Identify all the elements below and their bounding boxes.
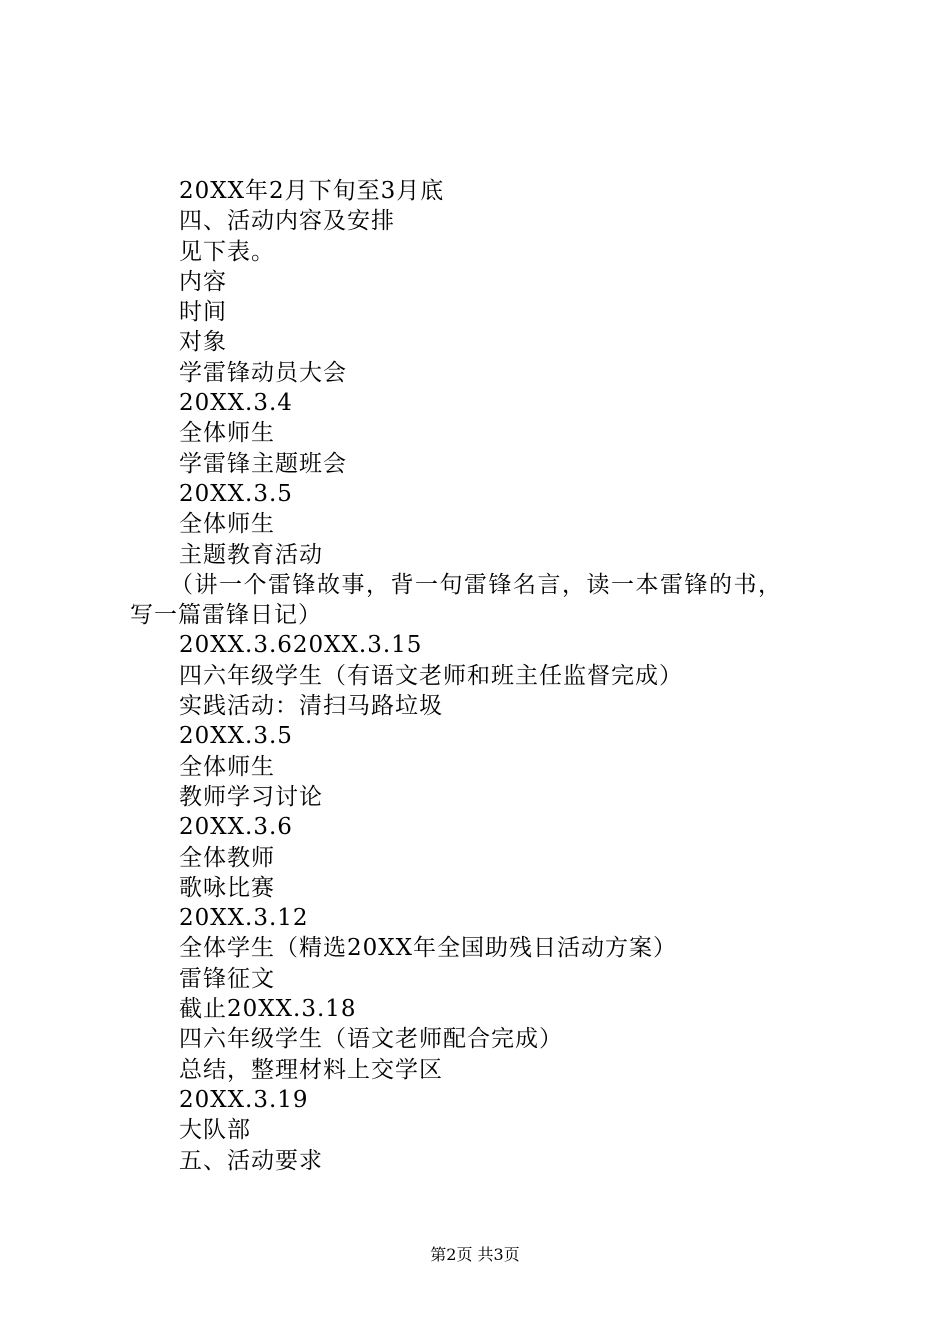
text-line: 写一篇雷锋日记） <box>130 602 322 629</box>
text-line: 全体师生 <box>179 511 275 538</box>
text-line: 20XX.3.19 <box>179 1086 309 1113</box>
text-line: 全体师生 <box>179 753 275 780</box>
text-line: 雷锋征文 <box>179 965 275 992</box>
text-line: 20XX.3.620XX.3.15 <box>179 632 423 659</box>
text-line: 四六年级学生（有语文老师和班主任监督完成） <box>179 662 683 689</box>
text-line: 20XX.3.6 <box>179 814 293 841</box>
text-line: 全体教师 <box>179 844 275 871</box>
text-line: 时间 <box>179 299 227 326</box>
document-body <box>130 176 830 1176</box>
section-heading: 四、活动内容及安排 <box>179 208 395 235</box>
text-line: 内容 <box>179 268 227 295</box>
text-line: 学雷锋动员大会 <box>179 359 347 386</box>
text-line: 20XX.3.5 <box>179 480 293 507</box>
text-line: 实践活动：清扫马路垃圾 <box>179 693 443 720</box>
text-line: 20XX.3.5 <box>179 723 293 750</box>
text-line: 总结，整理材料上交学区 <box>179 1056 443 1083</box>
text-line: 四六年级学生（语文老师配合完成） <box>179 1026 563 1053</box>
text-line: 见下表。 <box>179 238 275 265</box>
text-line: 20XX年2月下旬至3月底 <box>179 178 445 204</box>
text-line: 全体师生 <box>179 420 275 447</box>
text-line: 主题教育活动 <box>179 541 323 568</box>
text-line: 对象 <box>179 329 227 356</box>
text-line: 全体学生（精选20XX年全国助残日活动方案） <box>179 935 678 962</box>
section-heading: 五、活动要求 <box>179 1147 323 1174</box>
page-footer: 第2页 共3页 <box>430 1245 520 1264</box>
text-line: 大队部 <box>179 1117 251 1144</box>
text-line: 教师学习讨论 <box>179 783 323 810</box>
text-line: 20XX.3.4 <box>179 390 293 417</box>
text-line: 歌咏比赛 <box>179 874 275 901</box>
text-line: 截止20XX.3.18 <box>179 996 357 1023</box>
text-line: 学雷锋主题班会 <box>179 450 347 477</box>
text-line: 20XX.3.12 <box>179 905 309 932</box>
text-line: （讲一个雷锋故事，背一句雷锋名言，读一本雷锋的书， <box>170 571 783 598</box>
